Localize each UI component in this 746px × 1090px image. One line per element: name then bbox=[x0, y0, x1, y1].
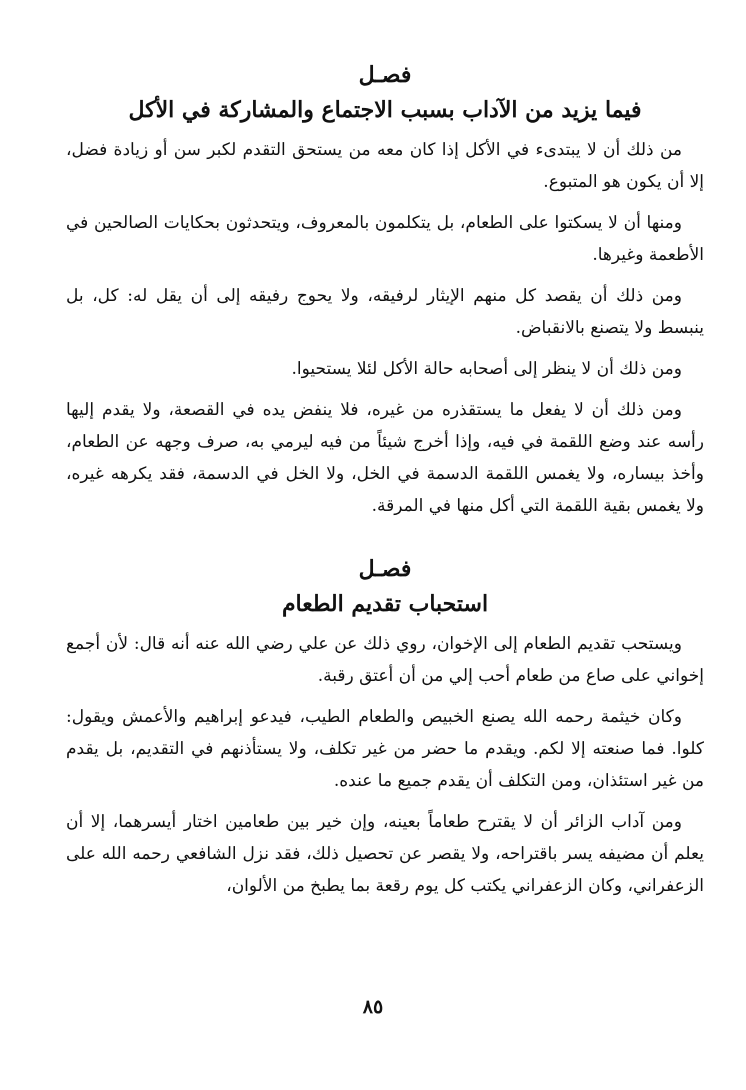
paragraph: ومنها أن لا يسكتوا على الطعام، بل يتكلمون بالمعروف، ويتحدثون بحكايات الصالحين في الأطعمة وغيرها. bbox=[66, 213, 704, 265]
section-offering-food bbox=[66, 552, 704, 902]
paragraph: ومن ذلك أن لا ينظر إلى أصحابه حالة الأكل لئلا يستحيوا. bbox=[291, 359, 682, 379]
paragraph: ومن آداب الزائر أن لا يقترح طعاماً بعينه، وإن خير بين طعامين اختار أيسرهما، إلا أن يعلم أن مضيفه يسر باقتراحه، ولا يقصر عن تحصيل ذلك، فقد نزل الشافعي رحمه الله على الزعفراني، وكان الزعفراني يكتب كل يوم رقعة بما يطبخ من الألوان، bbox=[66, 812, 704, 896]
paragraph: ومن ذلك أن يقصد كل منهم الإيثار لرفيقه، ولا يحوج رفيقه إلى أن يقل له: كل، بل ينبسط ولا يتصنع بالانقباض. bbox=[66, 286, 704, 338]
page-number: ٨٥ bbox=[362, 996, 384, 1018]
section-subheading: استحباب تقديم الطعام bbox=[281, 591, 489, 617]
paragraph: ومن ذلك أن لا يفعل ما يستقذره من غيره، فلا ينفض يده في القصعة، ولا يقدم إليها رأسه عند وضع اللقمة في فيه، وإذا أخرج شيئاً من فيه ليرمي به، صرف وجهه عن الطعام، وأخذ بيساره، ولا يغمس اللقمة الدسمة في الخل، ولا الخل في الدسمة، فقد يكرهه غيره، ولا يغمس بقية اللقمة التي أكل منها في المرقة. bbox=[66, 400, 704, 516]
section-heading: فصـل bbox=[358, 556, 412, 582]
paragraph: من ذلك أن لا يبتدىء في الأكل إذا كان معه من يستحق التقدم لكبر سن أو زيادة فضل، إلا أن يكون هو المتبوع. bbox=[66, 140, 704, 192]
section-subheading: فيما يزيد من الآداب بسبب الاجتماع والمشاركة في الأكل bbox=[128, 97, 642, 123]
section-heading: فصـل bbox=[358, 62, 412, 88]
section-dining-etiquette bbox=[66, 58, 704, 522]
paragraph: ويستحب تقديم الطعام إلى الإخوان، روي ذلك عن علي رضي الله عنه أنه قال: لأن أجمع إخواني على صاع من طعام أحب إلي من أن أعتق رقبة. bbox=[66, 634, 704, 686]
paragraph: وكان خيثمة رحمه الله يصنع الخبيص والطعام الطيب، فيدعو إبراهيم والأعمش ويقول: كلوا. فما صنعته إلا لكم. ويقدم ما حضر من غير تكلف، ولا يستأذنهم في التقديم، بل يقدم من غير استئذان، ومن التكلف أن يقدم جميع ما عنده. bbox=[66, 707, 704, 791]
